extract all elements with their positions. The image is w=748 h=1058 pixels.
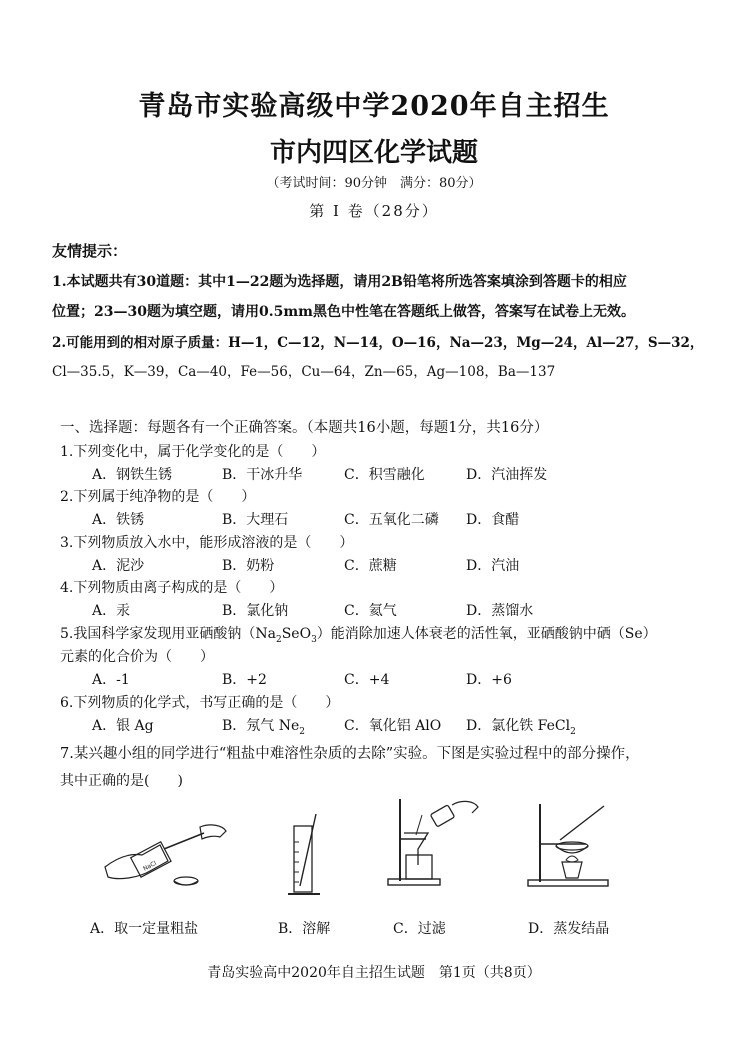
q1-option-b: B．干冰升华: [222, 467, 303, 483]
q5-option-a: A．-1: [92, 672, 130, 688]
q5-stem-part-a: 5.我国科学家发现用亚硒酸钠（Na: [60, 626, 276, 642]
figure-d-evaporation: [520, 800, 615, 895]
q6-option-d: [466, 715, 576, 737]
q1-option-c: C．积雪融化: [344, 467, 425, 483]
q6-option-b: [222, 715, 305, 737]
q5-subscript-2: 3: [311, 634, 317, 645]
q5-option-b: B．+2: [222, 672, 267, 688]
q6-option-d-subscript: 2: [570, 726, 576, 737]
svg-text:NaCl: NaCl: [142, 859, 158, 873]
tips-line-4: Cl—35.5，K—39，Ca—40，Fe—56，Cu—64，Zn—65，Ag—108，Ba—137: [52, 364, 556, 380]
figure-c-filtration: [382, 795, 482, 895]
q6-option-b-text: B．氖气 Ne: [222, 718, 300, 734]
q2-option-d: D．食醋: [466, 512, 520, 528]
title-line-1: 青岛市实验高级中学2020年自主招生: [138, 91, 610, 122]
question-5-stem-line-2: 元素的化合价为（ ）: [60, 649, 214, 665]
q5-option-d: D．+6: [466, 672, 512, 688]
question-3-stem: 3.下列物质放入水中，能形成溶液的是（ ）: [60, 535, 354, 551]
question-7-stem-line-2: 其中正确的是( ): [60, 773, 183, 789]
volume-label: 第 Ⅰ 卷（28分）: [309, 202, 439, 220]
question-4-stem: 4.下列物质由离子构成的是（ ）: [60, 580, 284, 596]
q2-option-c: C．五氧化二磷: [344, 512, 439, 528]
q5-option-c: C．+4: [344, 672, 390, 688]
q5-subscript-1: 2: [275, 634, 282, 645]
section-heading: 一、选择题：每题各有一个正确答案。（本题共16小题，每题1分，共16分）: [60, 420, 549, 436]
question-1-stem: 1.下列变化中，属于化学变化的是（ ）: [60, 444, 326, 460]
q1-option-a: A．钢铁生锈: [92, 467, 173, 483]
title-line-2: 市内四区化学试题: [269, 138, 478, 168]
q3-option-b: B．奶粉: [222, 558, 275, 574]
q3-option-c: C．蔗糖: [344, 558, 397, 574]
page-footer: 青岛实验高中2020年自主招生试题 第1页（共8页）: [207, 965, 541, 981]
question-6-stem: 6.下列物质的化学式，书写正确的是（ ）: [60, 695, 340, 711]
q2-option-b: B．大理石: [222, 512, 289, 528]
q5-stem-part-b: SeO: [281, 626, 312, 642]
question-2-stem: 2.下列属于纯净物的是（ ）: [60, 489, 256, 505]
q4-option-d: D．蒸馏水: [466, 603, 534, 619]
tips-heading: 友情提示：: [52, 242, 128, 260]
exam-info: （考试时间：90分钟 满分：80分）: [266, 176, 482, 191]
tips-line-3: 2.可能用到的相对原子质量：H—1，C—12，N—14，O—16，Na—23，Mg—24，Al—27，S—32，: [52, 335, 704, 351]
q6-option-d-text: D．氯化铁 FeCl: [466, 718, 571, 734]
q7-option-b: B．溶解: [278, 921, 331, 937]
q5-stem-part-c: ）能消除加速人体衰老的活性氧，亚硒酸钠中硒（Se）: [316, 626, 657, 642]
q1-option-d: D．汽油挥发: [466, 467, 548, 483]
q4-option-a: A．汞: [92, 603, 131, 619]
q4-option-c: C．氦气: [344, 603, 397, 619]
q6-option-b-subscript: 2: [299, 726, 306, 737]
question-5-stem: [60, 623, 657, 645]
q4-option-b: B．氯化钠: [222, 603, 289, 619]
question-7-stem: 7.某兴趣小组的同学进行“粗盐中难溶性杂质的去除”实验。下图是实验过程中的部分操作，: [60, 746, 640, 762]
q7-option-d: D．蒸发结晶: [528, 921, 610, 937]
q7-option-a: A．取一定量粗盐: [90, 921, 199, 937]
q7-option-c: C．过滤: [393, 921, 446, 937]
figure-a-take-salt: [100, 815, 230, 895]
q6-option-a: A．银 Ag: [92, 718, 154, 734]
q3-option-d: D．汽油: [466, 558, 520, 574]
q2-option-a: A．铁锈: [92, 512, 145, 528]
q3-option-a: A．泥沙: [92, 558, 145, 574]
figure-b-dissolve: [282, 812, 332, 902]
tips-line-2: 位置；23—30题为填空题，请用0.5mm黑色中性笔在答题纸上做答，答案写在试卷上无效。: [52, 304, 635, 320]
q6-option-c: C．氧化铝 AlO: [344, 718, 442, 734]
tips-line-1: 1.本试题共有30道题：其中1—22题为选择题，请用2B铅笔将所选答案填涂到答题卡的相应: [52, 274, 627, 290]
